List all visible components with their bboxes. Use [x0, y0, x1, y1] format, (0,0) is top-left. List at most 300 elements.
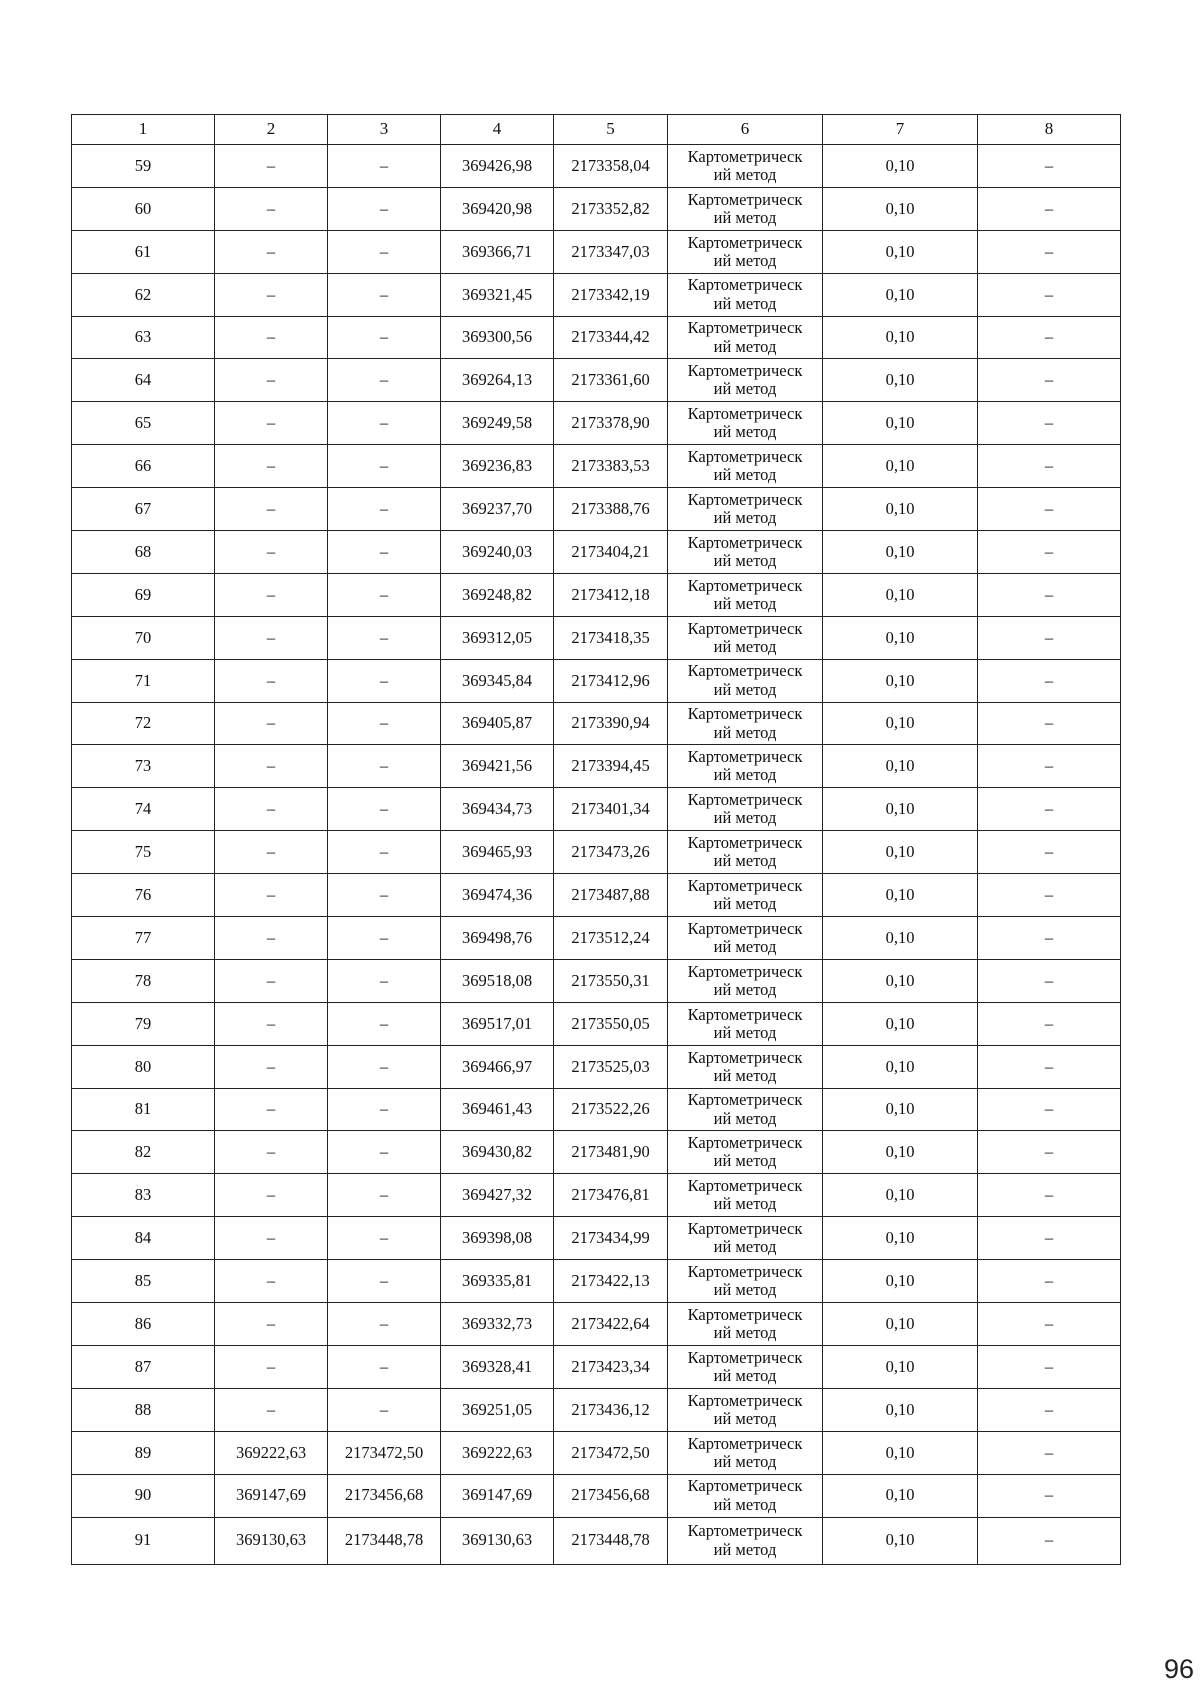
y-coord-cell: 2173423,34	[554, 1345, 668, 1388]
col3-cell: –	[328, 230, 441, 273]
table-row	[72, 316, 1121, 359]
x-coord-cell: 369236,83	[441, 445, 554, 488]
method-line-2: ий метод	[713, 1022, 777, 1042]
accuracy-cell: 0,10	[823, 1002, 978, 1045]
x-coord-cell: 369398,08	[441, 1217, 554, 1260]
y-coord-cell: 2173412,18	[554, 573, 668, 616]
col2-cell: –	[215, 145, 328, 188]
col8-cell: –	[978, 1474, 1121, 1517]
x-coord-cell: 369518,08	[441, 959, 554, 1002]
col3-cell: –	[328, 402, 441, 445]
table-row	[72, 659, 1121, 702]
col3-cell: –	[328, 788, 441, 831]
col8-cell: –	[978, 1217, 1121, 1260]
method-line-2: ий метод	[713, 722, 777, 742]
method-cell	[668, 359, 823, 402]
point-number-cell: 65	[72, 402, 215, 445]
accuracy-cell: 0,10	[823, 788, 978, 831]
header-col-6: 6	[668, 115, 823, 145]
method-line-2: ий метод	[713, 1322, 777, 1342]
col3-cell: –	[328, 1303, 441, 1346]
method-line-1: Картометрическ	[687, 404, 803, 424]
method-line-1: Картометрическ	[687, 146, 803, 166]
method-line-1: Картометрическ	[687, 1219, 803, 1239]
table-row	[72, 788, 1121, 831]
col8-cell: –	[978, 874, 1121, 917]
method-cell	[668, 1045, 823, 1088]
accuracy-cell: 0,10	[823, 745, 978, 788]
accuracy-cell: 0,10	[823, 831, 978, 874]
y-coord-cell: 2173388,76	[554, 488, 668, 531]
col3-cell: –	[328, 445, 441, 488]
y-coord-cell: 2173473,26	[554, 831, 668, 874]
col8-cell: –	[978, 531, 1121, 574]
table-row	[72, 145, 1121, 188]
col8-cell: –	[978, 1517, 1121, 1564]
col2-cell: 369130,63	[215, 1517, 328, 1564]
method-line-2: ий метод	[713, 250, 777, 270]
col8-cell: –	[978, 788, 1121, 831]
method-cell	[668, 145, 823, 188]
method-cell	[668, 702, 823, 745]
col3-cell: –	[328, 616, 441, 659]
point-number-cell: 61	[72, 230, 215, 273]
point-number-cell: 76	[72, 874, 215, 917]
point-number-cell: 91	[72, 1517, 215, 1564]
accuracy-cell: 0,10	[823, 230, 978, 273]
header-row	[72, 115, 1121, 145]
y-coord-cell: 2173412,96	[554, 659, 668, 702]
table-row	[72, 959, 1121, 1002]
method-line-1: Картометрическ	[687, 575, 803, 595]
table-row	[72, 1388, 1121, 1431]
y-coord-cell: 2173550,05	[554, 1002, 668, 1045]
table-row	[72, 187, 1121, 230]
accuracy-cell: 0,10	[823, 187, 978, 230]
col8-cell: –	[978, 1388, 1121, 1431]
table-row	[72, 745, 1121, 788]
x-coord-cell: 369421,56	[441, 745, 554, 788]
y-coord-cell: 2173434,99	[554, 1217, 668, 1260]
col2-cell: –	[215, 831, 328, 874]
col3-cell: 2173448,78	[328, 1517, 441, 1564]
method-line-2: ий метод	[713, 1194, 777, 1214]
point-number-cell: 84	[72, 1217, 215, 1260]
method-cell	[668, 745, 823, 788]
col3-cell: –	[328, 959, 441, 1002]
y-coord-cell: 2173344,42	[554, 316, 668, 359]
x-coord-cell: 369240,03	[441, 531, 554, 574]
x-coord-cell: 369248,82	[441, 573, 554, 616]
method-line-2: ий метод	[713, 1539, 777, 1559]
y-coord-cell: 2173358,04	[554, 145, 668, 188]
method-line-1: Картометрическ	[687, 833, 803, 853]
point-number-cell: 62	[72, 273, 215, 316]
col3-cell: –	[328, 573, 441, 616]
method-line-1: Картометрическ	[687, 1176, 803, 1196]
method-cell	[668, 1388, 823, 1431]
method-line-1: Картометрическ	[687, 704, 803, 724]
table-row	[72, 573, 1121, 616]
method-line-2: ий метод	[713, 465, 777, 485]
method-cell	[668, 316, 823, 359]
method-line-1: Картометрическ	[687, 661, 803, 681]
method-line-2: ий метод	[713, 808, 777, 828]
point-number-cell: 69	[72, 573, 215, 616]
method-line-1: Картометрическ	[687, 1004, 803, 1024]
x-coord-cell: 369465,93	[441, 831, 554, 874]
y-coord-cell: 2173422,64	[554, 1303, 668, 1346]
table-row	[72, 1431, 1121, 1474]
col3-cell: –	[328, 874, 441, 917]
x-coord-cell: 369434,73	[441, 788, 554, 831]
method-line-2: ий метод	[713, 851, 777, 871]
method-line-2: ий метод	[713, 164, 777, 184]
y-coord-cell: 2173383,53	[554, 445, 668, 488]
method-line-1: Картометрическ	[687, 232, 803, 252]
table-row	[72, 1517, 1121, 1564]
method-line-2: ий метод	[713, 1237, 777, 1257]
x-coord-cell: 369130,63	[441, 1517, 554, 1564]
method-line-1: Картометрическ	[687, 1133, 803, 1153]
method-line-1: Картометрическ	[687, 1347, 803, 1367]
x-coord-cell: 369405,87	[441, 702, 554, 745]
x-coord-cell: 369222,63	[441, 1431, 554, 1474]
method-line-2: ий метод	[713, 1280, 777, 1300]
col3-cell: –	[328, 917, 441, 960]
table-row	[72, 831, 1121, 874]
method-line-1: Картометрическ	[687, 1261, 803, 1281]
col2-cell: –	[215, 1217, 328, 1260]
col2-cell: –	[215, 187, 328, 230]
point-number-cell: 70	[72, 616, 215, 659]
col8-cell: –	[978, 1045, 1121, 1088]
col3-cell: 2173456,68	[328, 1474, 441, 1517]
col8-cell: –	[978, 316, 1121, 359]
method-line-2: ий метод	[713, 550, 777, 570]
col2-cell: –	[215, 230, 328, 273]
point-number-cell: 71	[72, 659, 215, 702]
col8-cell: –	[978, 230, 1121, 273]
col8-cell: –	[978, 1431, 1121, 1474]
accuracy-cell: 0,10	[823, 359, 978, 402]
table-row	[72, 1045, 1121, 1088]
col2-cell: –	[215, 1045, 328, 1088]
point-number-cell: 68	[72, 531, 215, 574]
method-line-2: ий метод	[713, 936, 777, 956]
y-coord-cell: 2173342,19	[554, 273, 668, 316]
method-cell	[668, 616, 823, 659]
col2-cell: –	[215, 273, 328, 316]
method-line-1: Картометрическ	[687, 1433, 803, 1453]
method-line-1: Картометрическ	[687, 1090, 803, 1110]
col2-cell: –	[215, 531, 328, 574]
method-line-1: Картометрическ	[687, 790, 803, 810]
method-cell	[668, 1345, 823, 1388]
method-cell	[668, 488, 823, 531]
col2-cell: –	[215, 917, 328, 960]
point-number-cell: 80	[72, 1045, 215, 1088]
point-number-cell: 78	[72, 959, 215, 1002]
method-cell	[668, 573, 823, 616]
accuracy-cell: 0,10	[823, 1431, 978, 1474]
col2-cell: 369222,63	[215, 1431, 328, 1474]
x-coord-cell: 369251,05	[441, 1388, 554, 1431]
table-row	[72, 1474, 1121, 1517]
x-coord-cell: 369237,70	[441, 488, 554, 531]
table-row	[72, 917, 1121, 960]
col2-cell: 369147,69	[215, 1474, 328, 1517]
coordinates-table	[71, 114, 1121, 1565]
y-coord-cell: 2173378,90	[554, 402, 668, 445]
x-coord-cell: 369461,43	[441, 1088, 554, 1131]
point-number-cell: 59	[72, 145, 215, 188]
x-coord-cell: 369321,45	[441, 273, 554, 316]
col3-cell: –	[328, 488, 441, 531]
method-cell	[668, 1431, 823, 1474]
header-col-5: 5	[554, 115, 668, 145]
col3-cell: –	[328, 359, 441, 402]
x-coord-cell: 369300,56	[441, 316, 554, 359]
col8-cell: –	[978, 745, 1121, 788]
point-number-cell: 66	[72, 445, 215, 488]
accuracy-cell: 0,10	[823, 316, 978, 359]
x-coord-cell: 369420,98	[441, 187, 554, 230]
point-number-cell: 64	[72, 359, 215, 402]
point-number-cell: 75	[72, 831, 215, 874]
col2-cell: –	[215, 573, 328, 616]
method-line-2: ий метод	[713, 1451, 777, 1471]
col3-cell: –	[328, 1345, 441, 1388]
method-cell	[668, 659, 823, 702]
x-coord-cell: 369147,69	[441, 1474, 554, 1517]
method-cell	[668, 1088, 823, 1131]
col8-cell: –	[978, 917, 1121, 960]
y-coord-cell: 2173390,94	[554, 702, 668, 745]
x-coord-cell: 369517,01	[441, 1002, 554, 1045]
x-coord-cell: 369474,36	[441, 874, 554, 917]
col3-cell: –	[328, 1002, 441, 1045]
accuracy-cell: 0,10	[823, 702, 978, 745]
method-line-2: ий метод	[713, 1151, 777, 1171]
table-body	[72, 145, 1121, 1565]
method-cell	[668, 1517, 823, 1564]
method-line-1: Картометрическ	[687, 918, 803, 938]
header-col-2: 2	[215, 115, 328, 145]
point-number-cell: 88	[72, 1388, 215, 1431]
col2-cell: –	[215, 1388, 328, 1431]
accuracy-cell: 0,10	[823, 1045, 978, 1088]
y-coord-cell: 2173422,13	[554, 1260, 668, 1303]
page-number: 96	[1163, 1654, 1194, 1684]
col3-cell: –	[328, 1174, 441, 1217]
col3-cell: –	[328, 831, 441, 874]
table-row	[72, 1002, 1121, 1045]
method-line-2: ий метод	[713, 1065, 777, 1085]
accuracy-cell: 0,10	[823, 445, 978, 488]
col2-cell: –	[215, 616, 328, 659]
method-cell	[668, 1002, 823, 1045]
point-number-cell: 86	[72, 1303, 215, 1346]
table-row	[72, 1088, 1121, 1131]
method-line-2: ий метод	[713, 293, 777, 313]
accuracy-cell: 0,10	[823, 1517, 978, 1564]
method-line-1: Картометрическ	[687, 618, 803, 638]
col8-cell: –	[978, 273, 1121, 316]
col2-cell: –	[215, 1345, 328, 1388]
method-line-1: Картометрическ	[687, 447, 803, 467]
point-number-cell: 87	[72, 1345, 215, 1388]
point-number-cell: 63	[72, 316, 215, 359]
y-coord-cell: 2173487,88	[554, 874, 668, 917]
accuracy-cell: 0,10	[823, 402, 978, 445]
method-line-1: Картометрическ	[687, 1047, 803, 1067]
col2-cell: –	[215, 745, 328, 788]
header-col-7: 7	[823, 115, 978, 145]
method-line-1: Картометрическ	[687, 361, 803, 381]
method-cell	[668, 1260, 823, 1303]
y-coord-cell: 2173522,26	[554, 1088, 668, 1131]
col3-cell: –	[328, 273, 441, 316]
y-coord-cell: 2173401,34	[554, 788, 668, 831]
point-number-cell: 85	[72, 1260, 215, 1303]
method-line-2: ий метод	[713, 379, 777, 399]
y-coord-cell: 2173481,90	[554, 1131, 668, 1174]
col2-cell: –	[215, 788, 328, 831]
x-coord-cell: 369366,71	[441, 230, 554, 273]
col2-cell: –	[215, 1088, 328, 1131]
point-number-cell: 73	[72, 745, 215, 788]
y-coord-cell: 2173512,24	[554, 917, 668, 960]
point-number-cell: 74	[72, 788, 215, 831]
table-row	[72, 531, 1121, 574]
y-coord-cell: 2173476,81	[554, 1174, 668, 1217]
method-cell	[668, 1217, 823, 1260]
col8-cell: –	[978, 1303, 1121, 1346]
method-line-1: Картометрическ	[687, 1521, 803, 1541]
col8-cell: –	[978, 959, 1121, 1002]
table-row	[72, 1174, 1121, 1217]
y-coord-cell: 2173448,78	[554, 1517, 668, 1564]
method-cell	[668, 959, 823, 1002]
method-line-2: ий метод	[713, 1408, 777, 1428]
accuracy-cell: 0,10	[823, 1131, 978, 1174]
col2-cell: –	[215, 1131, 328, 1174]
x-coord-cell: 369328,41	[441, 1345, 554, 1388]
y-coord-cell: 2173394,45	[554, 745, 668, 788]
table-row	[72, 616, 1121, 659]
y-coord-cell: 2173436,12	[554, 1388, 668, 1431]
table-row	[72, 445, 1121, 488]
col3-cell: –	[328, 1088, 441, 1131]
method-cell	[668, 917, 823, 960]
table-row	[72, 488, 1121, 531]
method-line-2: ий метод	[713, 894, 777, 914]
accuracy-cell: 0,10	[823, 273, 978, 316]
col3-cell: –	[328, 1388, 441, 1431]
col8-cell: –	[978, 573, 1121, 616]
method-cell	[668, 874, 823, 917]
accuracy-cell: 0,10	[823, 1174, 978, 1217]
col3-cell: –	[328, 1260, 441, 1303]
x-coord-cell: 369335,81	[441, 1260, 554, 1303]
x-coord-cell: 369332,73	[441, 1303, 554, 1346]
accuracy-cell: 0,10	[823, 1345, 978, 1388]
header-col-3: 3	[328, 115, 441, 145]
method-cell	[668, 531, 823, 574]
method-line-2: ий метод	[713, 679, 777, 699]
table-row	[72, 1303, 1121, 1346]
y-coord-cell: 2173550,31	[554, 959, 668, 1002]
header-col-4: 4	[441, 115, 554, 145]
col3-cell: –	[328, 1045, 441, 1088]
method-line-2: ий метод	[713, 1494, 777, 1514]
col2-cell: –	[215, 359, 328, 402]
header-col-1: 1	[72, 115, 215, 145]
y-coord-cell: 2173404,21	[554, 531, 668, 574]
y-coord-cell: 2173361,60	[554, 359, 668, 402]
col8-cell: –	[978, 616, 1121, 659]
col3-cell: 2173472,50	[328, 1431, 441, 1474]
accuracy-cell: 0,10	[823, 616, 978, 659]
x-coord-cell: 369498,76	[441, 917, 554, 960]
col3-cell: –	[328, 1131, 441, 1174]
method-line-2: ий метод	[713, 422, 777, 442]
col2-cell: –	[215, 1174, 328, 1217]
col8-cell: –	[978, 1002, 1121, 1045]
col2-cell: –	[215, 874, 328, 917]
method-line-1: Картометрическ	[687, 1476, 803, 1496]
accuracy-cell: 0,10	[823, 1303, 978, 1346]
method-cell	[668, 273, 823, 316]
col8-cell: –	[978, 1345, 1121, 1388]
col3-cell: –	[328, 187, 441, 230]
table-header	[72, 115, 1121, 145]
point-number-cell: 77	[72, 917, 215, 960]
col3-cell: –	[328, 145, 441, 188]
col8-cell: –	[978, 359, 1121, 402]
y-coord-cell: 2173472,50	[554, 1431, 668, 1474]
accuracy-cell: 0,10	[823, 659, 978, 702]
accuracy-cell: 0,10	[823, 488, 978, 531]
method-cell	[668, 1174, 823, 1217]
table-row	[72, 1131, 1121, 1174]
table-row	[72, 273, 1121, 316]
table-row	[72, 1345, 1121, 1388]
col2-cell: –	[215, 1260, 328, 1303]
col8-cell: –	[978, 445, 1121, 488]
accuracy-cell: 0,10	[823, 573, 978, 616]
accuracy-cell: 0,10	[823, 1088, 978, 1131]
col2-cell: –	[215, 702, 328, 745]
col2-cell: –	[215, 959, 328, 1002]
point-number-cell: 67	[72, 488, 215, 531]
col8-cell: –	[978, 488, 1121, 531]
method-line-1: Картометрическ	[687, 875, 803, 895]
y-coord-cell: 2173456,68	[554, 1474, 668, 1517]
method-line-2: ий метод	[713, 1108, 777, 1128]
col8-cell: –	[978, 1174, 1121, 1217]
x-coord-cell: 369427,32	[441, 1174, 554, 1217]
accuracy-cell: 0,10	[823, 1474, 978, 1517]
col8-cell: –	[978, 1260, 1121, 1303]
method-cell	[668, 1131, 823, 1174]
method-cell	[668, 230, 823, 273]
col8-cell: –	[978, 187, 1121, 230]
col8-cell: –	[978, 145, 1121, 188]
method-line-1: Картометрическ	[687, 1390, 803, 1410]
point-number-cell: 79	[72, 1002, 215, 1045]
